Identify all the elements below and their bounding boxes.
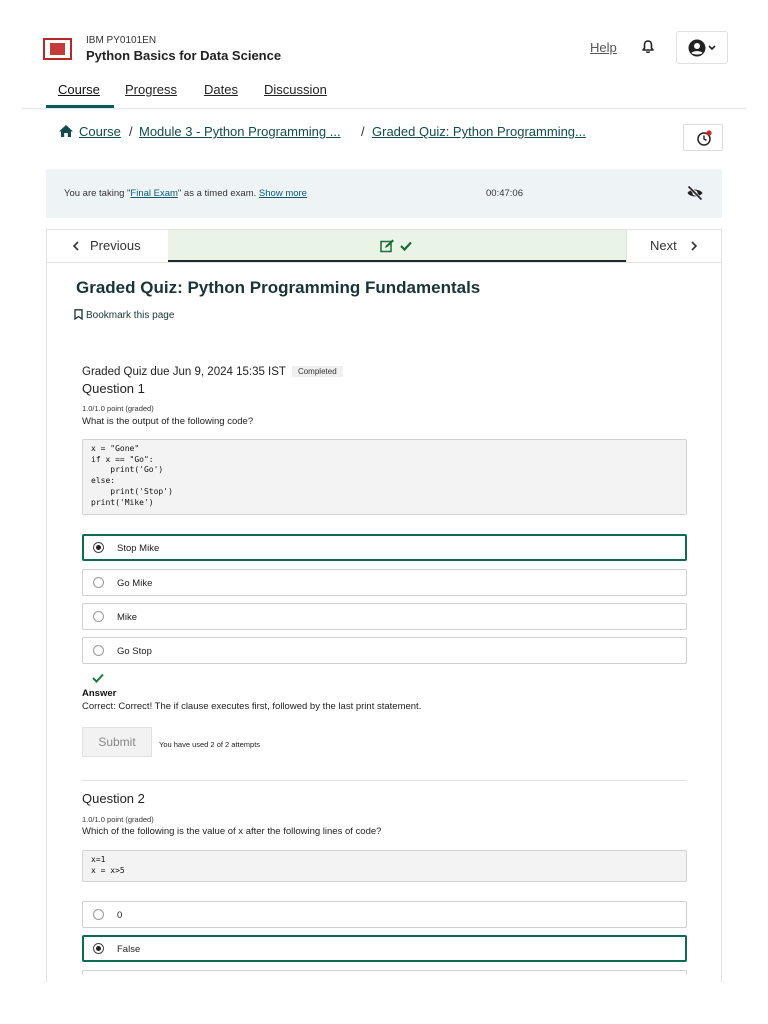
q1-option-1[interactable] [82,534,687,561]
radio-selected[interactable] [93,943,104,954]
user-menu-button[interactable] [676,31,728,64]
due-text: Graded Quiz due Jun 9, 2024 15:35 IST [82,366,286,378]
breadcrumb-separator: / [129,124,133,139]
question-2-title: Question 2 [82,791,145,806]
edit-check-icon [380,239,414,253]
user-circle-icon [687,39,719,57]
sequence-navigation [46,229,722,263]
exam-suffix: " as a timed exam. [177,188,259,199]
radio[interactable] [93,611,104,622]
logo-stripe [43,43,45,55]
attempts-text: You have used 2 of 2 attempts [159,740,261,749]
option-label: Mike [117,612,138,623]
question-1-text: What is the output of the following code? [82,416,254,427]
q2-option-3-partial[interactable] [82,970,687,975]
chevron-left-icon [72,241,80,251]
radio[interactable] [93,577,104,588]
answer-text: Correct: Correct! The if clause executes first, followed by the last print statement. [82,701,422,712]
option-label: Go Mike [117,578,153,589]
eye-slash-icon[interactable] [686,185,704,206]
question-2-points: 1.0/1.0 point (graded) [82,815,154,824]
exam-prefix: You are taking " [64,188,131,199]
question-1-points: 1.0/1.0 point (graded) [82,404,154,413]
timer-button[interactable] [683,124,723,151]
q1-option-4[interactable] [82,637,687,664]
status-badge: Completed [292,366,343,377]
next-button[interactable] [626,230,722,262]
question-2-text: Which of the following is the value of x after the following lines of code? [82,826,382,837]
radio[interactable] [93,645,104,656]
help-link[interactable]: Help [590,40,617,55]
correct-check-icon [92,670,104,688]
question-2-code: x=1 x = x>5 [82,850,687,882]
breadcrumb-quiz[interactable]: Graded Quiz: Python Programming... [372,124,586,139]
q2-option-1[interactable] [82,901,687,928]
final-exam-link[interactable]: Final Exam [130,188,178,199]
bookmark-icon [74,309,83,320]
option-label: False [117,944,141,955]
home-icon[interactable] [58,124,74,143]
tab-discussion[interactable]: Discussion [264,82,327,97]
timed-exam-banner [46,169,722,218]
bookmark-button[interactable] [74,309,174,321]
question-1-code: x = "Gone" if x == "Go": print('Go') else: print('Stop') print('Mike') [82,439,687,515]
course-code: IBM PY0101EN [86,35,157,46]
chevron-right-icon [690,241,698,251]
due-date [82,366,343,378]
breadcrumb-separator: / [361,124,365,139]
bell-icon[interactable] [640,39,656,55]
breadcrumb-module[interactable]: Module 3 - Python Programming ... [139,124,341,139]
bookmark-label: Bookmark this page [86,310,175,321]
question-divider [82,780,687,781]
option-label: 0 [117,910,123,921]
exam-banner-text [64,188,307,199]
course-tabs [0,78,768,110]
tab-course[interactable]: Course [58,82,100,97]
tab-dates[interactable]: Dates [204,82,238,97]
current-unit-tab[interactable] [168,230,626,262]
radio-selected[interactable] [93,542,104,553]
nav-divider [22,108,746,109]
question-1-title: Question 1 [82,381,145,396]
radio[interactable] [93,909,104,920]
course-name: Python Basics for Data Science [86,48,282,63]
next-label: Next [650,238,677,253]
exam-timer: 00:47:06 [486,188,523,199]
ibm-logo[interactable] [43,38,72,60]
tab-progress[interactable]: Progress [125,82,178,97]
page-title: Graded Quiz: Python Programming Fundamentals [76,278,481,297]
q1-option-3[interactable] [82,603,687,630]
timer-icon [696,130,712,146]
previous-label: Previous [90,238,141,253]
q1-option-2[interactable] [82,569,687,596]
q2-option-2[interactable] [82,935,687,962]
logo-inner [50,43,65,55]
answer-label: Answer [82,688,117,699]
option-label: Go Stop [117,646,152,657]
option-label: Stop Mike [117,543,160,554]
breadcrumb-course[interactable]: Course [79,124,121,139]
submit-button[interactable]: Submit [82,727,152,757]
previous-button[interactable] [47,230,168,262]
show-more-link[interactable]: Show more [258,188,307,199]
